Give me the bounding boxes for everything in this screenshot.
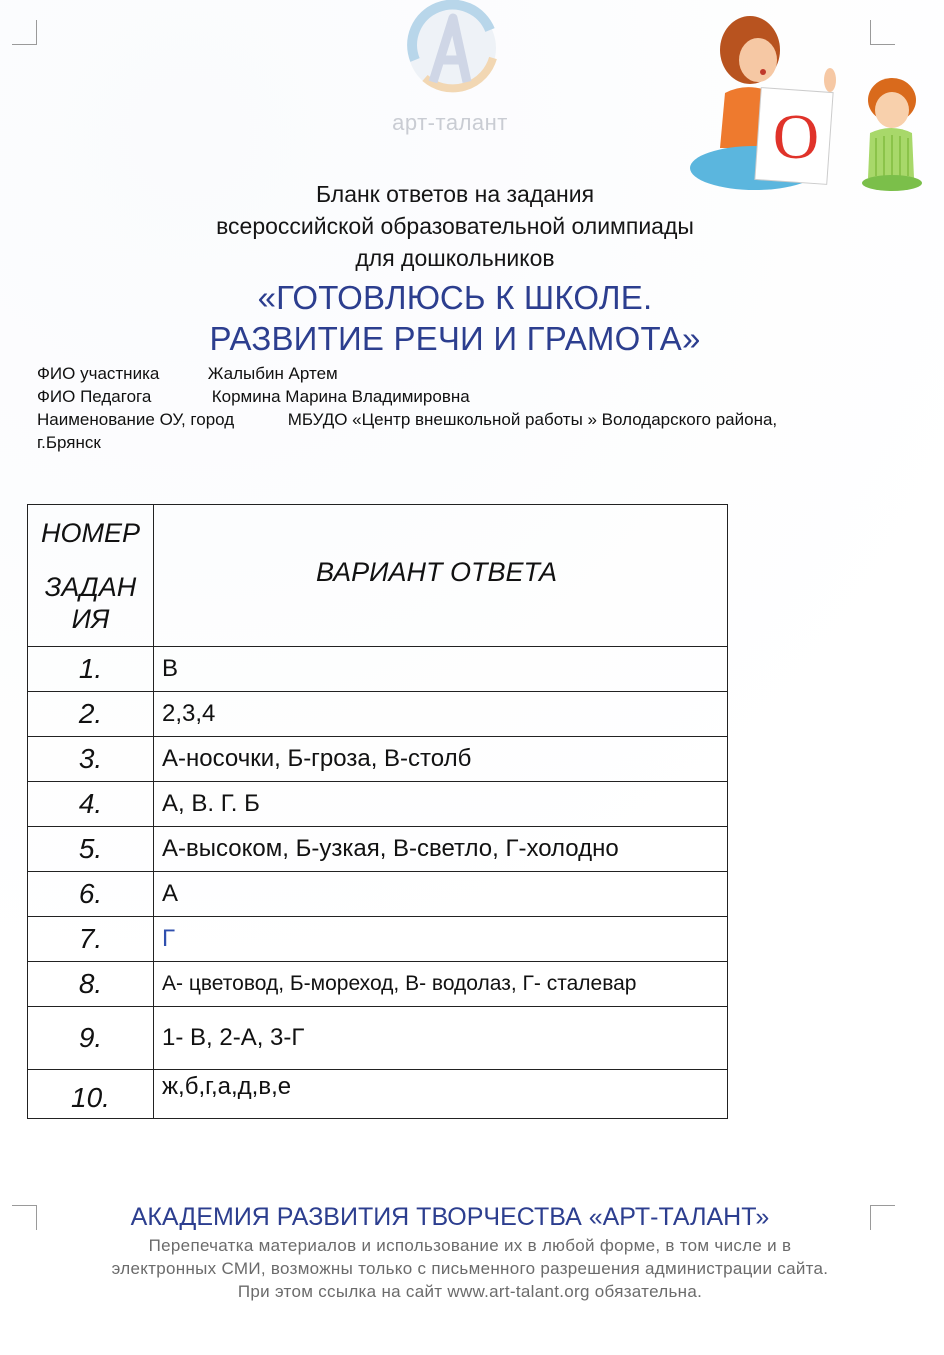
participant-info <box>37 364 338 384</box>
header-answer-variant: ВАРИАНТ ОТВЕТА <box>154 505 728 647</box>
table-row <box>28 782 728 827</box>
header-spacer <box>28 549 153 571</box>
table-row <box>28 647 728 692</box>
task-answer: 2,3,4 <box>154 692 728 737</box>
task-number: 6. <box>28 872 154 917</box>
header-num-part: НОМЕР <box>40 517 140 548</box>
organization-value: МБУДО «Центр внешкольной работы » Володарского района, <box>287 410 778 429</box>
logo-text: арт-талант <box>392 110 508 135</box>
task-answer: А <box>154 872 728 917</box>
organization-label: Наименование ОУ, город <box>37 410 235 429</box>
table-row <box>28 692 728 737</box>
task-answer: 1- В, 2-А, 3-Г <box>154 1007 728 1070</box>
table-row <box>28 1007 728 1070</box>
olympiad-title-line-2: РАЗВИТИЕ РЕЧИ И ГРАМОТА» <box>209 320 701 357</box>
task-answer: ж,б,г,а,д,в,е <box>154 1070 728 1119</box>
crop-mark-top-left <box>12 20 37 45</box>
task-answer: А-высоком, Б-узкая, В-светло, Г-холодно <box>154 827 728 872</box>
footer-copyright-line-2: электронных СМИ, возможны только с письменного разрешения администрации сайта. <box>111 1259 829 1278</box>
form-heading-line-2: всероссийской образовательной олимпиады <box>216 213 694 239</box>
task-number: 9. <box>28 1007 154 1070</box>
card-letter: О <box>772 101 820 172</box>
header-num-part: ИЯ <box>71 603 110 634</box>
organization-info <box>37 410 777 430</box>
city-info: г.Брянск <box>37 433 101 452</box>
crop-mark-bottom-right <box>870 1205 895 1230</box>
header-task-number <box>28 505 154 647</box>
participant-label: ФИО участника <box>37 364 160 383</box>
task-number: 7. <box>28 917 154 962</box>
table-row <box>28 872 728 917</box>
task-answer: А, В. Г. Б <box>154 782 728 827</box>
task-answer: А- цветовод, Б-мореход, В- водолаз, Г- сталевар <box>154 962 728 1007</box>
answers-table <box>27 504 728 1119</box>
table-row <box>28 737 728 782</box>
task-number: 8. <box>28 962 154 1007</box>
table-row <box>28 917 728 962</box>
table-row <box>28 962 728 1007</box>
table-header-row <box>28 505 728 647</box>
task-answer: А-носочки, Б-гроза, В-столб <box>154 737 728 782</box>
footer-copyright-line-3: При этом ссылка на сайт www.art-talant.org обязательна. <box>237 1282 703 1301</box>
task-number: 3. <box>28 737 154 782</box>
table-row <box>28 1070 728 1119</box>
form-heading-line-3: для дошкольников <box>355 245 555 271</box>
footer-academy-title: АКАДЕМИЯ РАЗВИТИЯ ТВОРЧЕСТВА «АРТ-ТАЛАНТ» <box>130 1203 770 1231</box>
teacher-info <box>37 387 470 407</box>
header-num-part: ЗАДАН <box>44 571 137 602</box>
task-answer: Г <box>154 917 728 962</box>
participant-value: Жалыбин Артем <box>207 364 338 383</box>
form-heading-line-1: Бланк ответов на задания <box>315 181 595 207</box>
teacher-child-illustration-icon <box>680 8 930 198</box>
task-answer: В <box>154 647 728 692</box>
crop-mark-bottom-left <box>12 1205 37 1230</box>
footer-copyright-line-1: Перепечатка материалов и использование их в любой форме, в том числе и в <box>148 1236 792 1255</box>
task-number: 10. <box>28 1070 154 1119</box>
task-number: 2. <box>28 692 154 737</box>
task-number: 5. <box>28 827 154 872</box>
task-number: 4. <box>28 782 154 827</box>
olympiad-title-line-1: «ГОТОВЛЮСЬ К ШКОЛЕ. <box>257 279 653 316</box>
teacher-label: ФИО Педагога <box>37 387 152 406</box>
teacher-value: Кормина Марина Владимировна <box>211 387 470 406</box>
table-row <box>28 827 728 872</box>
task-number: 1. <box>28 647 154 692</box>
